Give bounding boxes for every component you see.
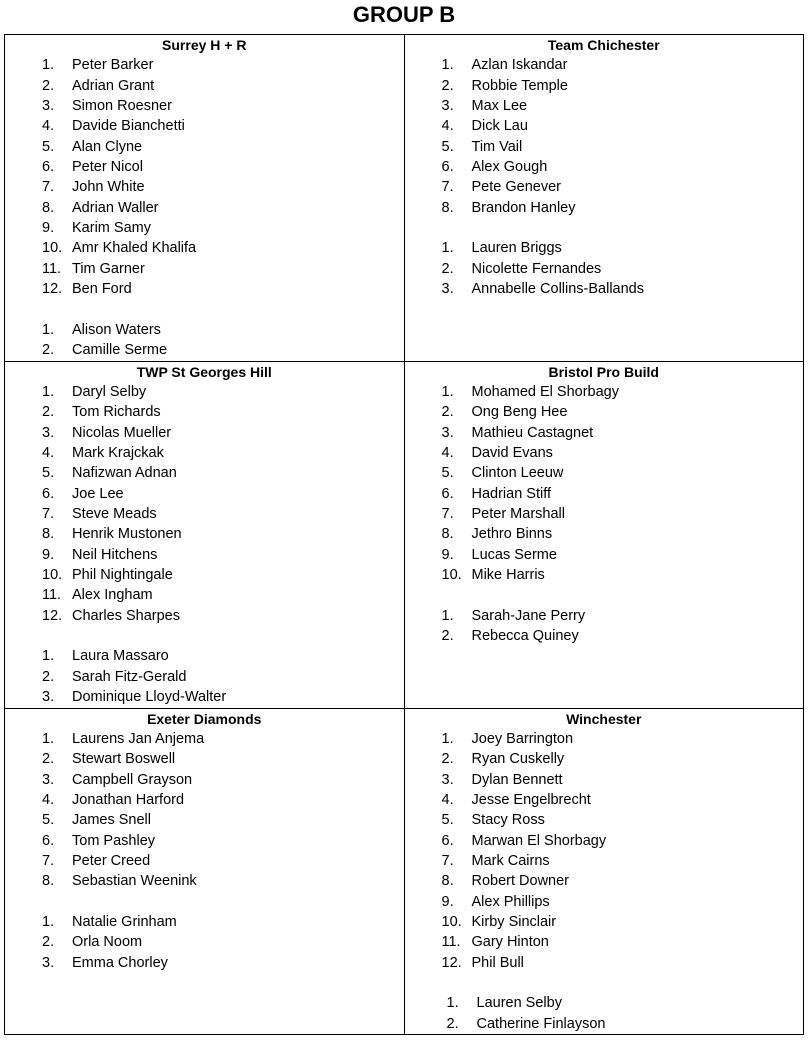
women-player-list bbox=[405, 993, 804, 1034]
player-name: Simon Roesner bbox=[72, 98, 172, 115]
player-item bbox=[5, 382, 404, 402]
player-rank: 2. bbox=[446, 1015, 459, 1032]
player-item bbox=[5, 932, 404, 952]
page-title: GROUP B bbox=[352, 2, 456, 27]
player-name: Alex Gough bbox=[471, 159, 548, 176]
player-name: Rebecca Quiney bbox=[471, 628, 579, 645]
player-rank: 4. bbox=[441, 118, 454, 135]
player-rank: 1. bbox=[42, 730, 55, 747]
player-name: Peter Creed bbox=[72, 853, 151, 869]
player-item bbox=[405, 770, 804, 790]
player-rank: 1. bbox=[42, 383, 55, 400]
player-rank: 7. bbox=[441, 506, 454, 522]
player-rank: 7. bbox=[42, 179, 55, 196]
player-name: Nicolette Fernandes bbox=[471, 260, 602, 277]
women-player-list bbox=[5, 646, 404, 707]
player-item bbox=[5, 790, 404, 810]
player-rank: 1. bbox=[42, 57, 55, 74]
team-name: Exeter Diamonds bbox=[147, 710, 262, 727]
women-player-list bbox=[405, 606, 804, 647]
men-player-list bbox=[5, 729, 404, 892]
player-item bbox=[405, 790, 804, 810]
player-rank: 2. bbox=[42, 77, 55, 94]
player-rank: 3. bbox=[441, 424, 454, 441]
player-name: Pete Genever bbox=[471, 179, 561, 196]
team-cell bbox=[404, 361, 804, 708]
player-name: Tom Richards bbox=[72, 404, 161, 421]
player-rank: 4. bbox=[42, 118, 55, 135]
player-item bbox=[405, 565, 804, 585]
player-item bbox=[405, 157, 804, 177]
player-name: Mathieu Castagnet bbox=[471, 424, 594, 441]
player-name: Peter Barker bbox=[72, 57, 154, 74]
player-rank: 2. bbox=[42, 342, 55, 359]
player-rank: 8. bbox=[42, 526, 55, 543]
player-name: Alex Phillips bbox=[471, 893, 550, 910]
player-item bbox=[5, 545, 404, 565]
player-name: Ryan Cuskelly bbox=[471, 751, 565, 768]
player-item bbox=[5, 851, 404, 871]
player-name: Catherine Finlayson bbox=[476, 1015, 606, 1032]
player-item bbox=[405, 96, 804, 116]
player-name: Dick Lau bbox=[471, 118, 528, 135]
player-name: Nicolas Mueller bbox=[72, 424, 172, 441]
player-item bbox=[405, 484, 804, 504]
player-item bbox=[405, 423, 804, 443]
player-item bbox=[5, 770, 404, 790]
player-name: Robert Downer bbox=[471, 873, 570, 890]
player-name: Tim Vail bbox=[471, 138, 523, 155]
player-name: Sebastian Weenink bbox=[72, 873, 197, 890]
men-player-list bbox=[405, 729, 804, 973]
men-player-list bbox=[405, 55, 804, 218]
player-rank: 5. bbox=[441, 138, 454, 155]
player-rank: 4. bbox=[441, 791, 454, 808]
player-rank: 1. bbox=[441, 57, 454, 74]
player-rank: 3. bbox=[42, 954, 55, 971]
player-name: Davide Bianchetti bbox=[72, 118, 185, 135]
player-rank: 2. bbox=[441, 404, 454, 421]
player-rank: 12. bbox=[441, 954, 462, 971]
list-spacer bbox=[405, 973, 804, 993]
player-name: Mike Harris bbox=[471, 567, 545, 584]
player-rank: 2. bbox=[441, 628, 454, 645]
player-item bbox=[5, 423, 404, 443]
player-name: Alex Ingham bbox=[72, 587, 153, 604]
list-spacer bbox=[5, 626, 404, 646]
player-name: Alison Waters bbox=[72, 321, 161, 338]
player-item bbox=[405, 851, 804, 871]
player-rank: 1. bbox=[441, 607, 454, 624]
player-name: Azlan Iskandar bbox=[471, 57, 568, 74]
player-item bbox=[405, 524, 804, 544]
player-item bbox=[405, 504, 804, 524]
player-name: Clinton Leeuw bbox=[471, 465, 564, 482]
player-name: Lauren Briggs bbox=[471, 240, 562, 257]
player-rank: 12. bbox=[42, 281, 63, 298]
team-cell bbox=[5, 708, 405, 1035]
player-name: Orla Noom bbox=[72, 934, 143, 951]
player-rank: 11. bbox=[42, 260, 62, 277]
player-name: Adrian Waller bbox=[72, 199, 159, 216]
player-rank: 9. bbox=[42, 220, 55, 237]
player-name: Hadrian Stiff bbox=[471, 485, 552, 502]
list-spacer bbox=[405, 218, 804, 238]
player-name: Lauren Selby bbox=[476, 995, 562, 1012]
player-name: Mohamed El Shorbagy bbox=[471, 383, 619, 400]
player-rank: 2. bbox=[42, 934, 55, 951]
player-name: Charles Sharpes bbox=[72, 607, 180, 624]
player-name: Tim Garner bbox=[72, 260, 145, 277]
player-item bbox=[405, 198, 804, 218]
player-item bbox=[5, 443, 404, 463]
player-rank: 6. bbox=[441, 159, 454, 176]
player-name: Daryl Selby bbox=[72, 383, 147, 400]
player-rank: 10. bbox=[42, 240, 63, 257]
player-name: Amr Khaled Khalifa bbox=[72, 240, 197, 257]
team-cell bbox=[5, 361, 405, 708]
player-item bbox=[405, 279, 804, 299]
player-item bbox=[405, 116, 804, 136]
player-item bbox=[5, 687, 404, 707]
player-item bbox=[5, 76, 404, 96]
player-item bbox=[5, 810, 404, 830]
player-name: Brandon Hanley bbox=[471, 199, 576, 216]
player-item bbox=[405, 55, 804, 75]
player-name: Karim Samy bbox=[72, 220, 151, 237]
player-rank: 2. bbox=[441, 260, 454, 277]
player-name: David Evans bbox=[471, 444, 553, 461]
player-item bbox=[405, 953, 804, 973]
player-rank: 7. bbox=[42, 506, 55, 522]
player-item bbox=[405, 382, 804, 402]
player-item bbox=[5, 137, 404, 157]
player-item bbox=[405, 749, 804, 769]
player-rank: 1. bbox=[42, 321, 55, 338]
player-name: James Snell bbox=[72, 812, 151, 829]
team-name: Bristol Pro Build bbox=[548, 363, 659, 380]
player-item bbox=[405, 137, 804, 157]
player-rank: 11. bbox=[42, 587, 62, 604]
player-item bbox=[405, 463, 804, 483]
player-rank: 9. bbox=[441, 546, 454, 563]
player-item bbox=[5, 218, 404, 238]
player-name: Neil Hitchens bbox=[72, 546, 158, 563]
team-cell bbox=[404, 35, 804, 362]
player-name: Kirby Sinclair bbox=[471, 914, 557, 931]
player-item bbox=[405, 1014, 804, 1034]
player-rank: 1. bbox=[441, 730, 454, 747]
player-name: Mark Krajckak bbox=[72, 444, 164, 461]
player-name: Stacy Ross bbox=[471, 812, 545, 829]
player-item bbox=[5, 912, 404, 932]
player-name: Adrian Grant bbox=[72, 77, 155, 94]
player-name: Phil Bull bbox=[471, 954, 524, 971]
player-rank: 3. bbox=[42, 689, 55, 706]
men-player-list bbox=[5, 382, 404, 626]
men-player-list bbox=[405, 382, 804, 585]
player-item bbox=[5, 177, 404, 197]
player-item bbox=[5, 259, 404, 279]
player-name: Mark Cairns bbox=[471, 853, 550, 869]
player-name: Alan Clyne bbox=[72, 138, 143, 155]
player-rank: 1. bbox=[441, 240, 454, 257]
player-item bbox=[5, 96, 404, 116]
player-rank: 10. bbox=[441, 567, 462, 584]
player-name: Joe Lee bbox=[72, 485, 124, 502]
player-item bbox=[405, 626, 804, 646]
player-rank: 7. bbox=[441, 853, 454, 869]
player-item bbox=[405, 912, 804, 932]
player-name: Robbie Temple bbox=[471, 77, 568, 94]
player-name: Natalie Grinham bbox=[72, 914, 177, 931]
player-rank: 5. bbox=[42, 138, 55, 155]
player-rank: 10. bbox=[42, 567, 63, 584]
player-rank: 2. bbox=[441, 77, 454, 94]
player-item bbox=[405, 871, 804, 891]
player-item bbox=[5, 157, 404, 177]
player-rank: 5. bbox=[42, 812, 55, 829]
player-item bbox=[5, 953, 404, 973]
player-item bbox=[405, 892, 804, 912]
team-name: Surrey H + R bbox=[162, 37, 247, 53]
player-name: Henrik Mustonen bbox=[72, 526, 182, 543]
player-rank: 12. bbox=[42, 607, 63, 624]
player-name: Campbell Grayson bbox=[72, 771, 193, 788]
player-rank: 2. bbox=[42, 668, 55, 685]
player-rank: 1. bbox=[42, 914, 55, 931]
player-item bbox=[405, 402, 804, 422]
player-rank: 5. bbox=[42, 465, 55, 482]
player-name: Jonathan Harford bbox=[72, 791, 185, 808]
player-rank: 3. bbox=[441, 98, 454, 115]
player-rank: 2. bbox=[441, 751, 454, 768]
player-name: Annabelle Collins-Ballands bbox=[471, 281, 644, 298]
player-rank: 8. bbox=[42, 873, 55, 890]
player-rank: 3. bbox=[42, 771, 55, 788]
player-item bbox=[405, 76, 804, 96]
team-cell bbox=[5, 35, 405, 362]
team-cell bbox=[404, 708, 804, 1035]
player-item bbox=[5, 585, 404, 605]
player-rank: 4. bbox=[42, 791, 55, 808]
player-rank: 2. bbox=[42, 404, 55, 421]
player-name: Steve Meads bbox=[72, 506, 157, 522]
player-name: Sarah Fitz-Gerald bbox=[72, 668, 187, 685]
player-name: Camille Serme bbox=[72, 342, 168, 359]
team-name: Team Chichester bbox=[547, 37, 660, 53]
player-item bbox=[405, 259, 804, 279]
men-player-list bbox=[5, 55, 404, 299]
player-name: Jethro Binns bbox=[471, 526, 553, 543]
player-item bbox=[5, 729, 404, 749]
women-player-list bbox=[5, 320, 404, 361]
player-name: Laurens Jan Anjema bbox=[72, 730, 205, 747]
player-item bbox=[5, 279, 404, 299]
player-name: Peter Nicol bbox=[72, 159, 143, 176]
player-item bbox=[5, 402, 404, 422]
player-rank: 3. bbox=[441, 281, 454, 298]
player-item bbox=[405, 177, 804, 197]
player-name: Joey Barrington bbox=[471, 730, 574, 747]
player-item bbox=[405, 729, 804, 749]
player-item bbox=[5, 749, 404, 769]
women-player-list bbox=[5, 912, 404, 973]
player-rank: 3. bbox=[42, 424, 55, 441]
player-rank: 8. bbox=[441, 873, 454, 890]
player-name: Peter Marshall bbox=[471, 506, 565, 522]
team-name: TWP St Georges Hill bbox=[136, 363, 272, 380]
player-rank: 7. bbox=[42, 853, 55, 869]
player-rank: 4. bbox=[42, 444, 55, 461]
player-name: Tom Pashley bbox=[72, 832, 156, 849]
player-rank: 6. bbox=[42, 832, 55, 849]
list-spacer bbox=[405, 585, 804, 605]
player-name: Lucas Serme bbox=[471, 546, 557, 563]
player-item bbox=[5, 504, 404, 524]
player-item bbox=[5, 55, 404, 75]
player-rank: 4. bbox=[441, 444, 454, 461]
player-name: Ong Beng Hee bbox=[471, 404, 568, 421]
player-name: Gary Hinton bbox=[471, 934, 549, 951]
player-name: Laura Massaro bbox=[72, 648, 169, 665]
player-item bbox=[5, 238, 404, 258]
player-item bbox=[5, 524, 404, 544]
player-rank: 8. bbox=[42, 199, 55, 216]
player-rank: 6. bbox=[42, 159, 55, 176]
player-item bbox=[405, 545, 804, 565]
player-name: Marwan El Shorbagy bbox=[471, 832, 607, 849]
player-item bbox=[5, 871, 404, 891]
player-rank: 6. bbox=[441, 832, 454, 849]
player-rank: 6. bbox=[42, 485, 55, 502]
player-item bbox=[5, 606, 404, 626]
player-name: Max Lee bbox=[471, 98, 528, 115]
player-item bbox=[405, 831, 804, 851]
player-rank: 6. bbox=[441, 485, 454, 502]
team-name: Winchester bbox=[566, 710, 642, 727]
player-name: Jesse Engelbrecht bbox=[471, 791, 591, 808]
player-item bbox=[405, 932, 804, 952]
player-name: Emma Chorley bbox=[72, 954, 168, 971]
group-table bbox=[4, 34, 804, 1035]
player-name: Dominique Lloyd-Walter bbox=[72, 689, 227, 706]
player-item bbox=[5, 198, 404, 218]
player-item bbox=[405, 238, 804, 258]
player-item bbox=[5, 565, 404, 585]
player-rank: 7. bbox=[441, 179, 454, 196]
player-name: Ben Ford bbox=[72, 281, 132, 298]
player-rank: 5. bbox=[441, 812, 454, 829]
player-item bbox=[5, 646, 404, 666]
player-rank: 9. bbox=[42, 546, 55, 563]
player-rank: 2. bbox=[42, 751, 55, 768]
player-item bbox=[405, 606, 804, 626]
women-player-list bbox=[405, 238, 804, 299]
player-rank: 3. bbox=[441, 771, 454, 788]
player-rank: 11. bbox=[441, 934, 461, 951]
player-name: Stewart Boswell bbox=[72, 751, 176, 768]
player-name: Dylan Bennett bbox=[471, 771, 563, 788]
player-item bbox=[5, 320, 404, 340]
player-item bbox=[405, 443, 804, 463]
player-item bbox=[405, 993, 804, 1013]
list-spacer bbox=[5, 300, 404, 320]
player-item bbox=[405, 810, 804, 830]
player-rank: 8. bbox=[441, 526, 454, 543]
player-rank: 10. bbox=[441, 914, 462, 931]
player-rank: 1. bbox=[446, 995, 459, 1012]
player-item bbox=[5, 340, 404, 360]
player-name: Phil Nightingale bbox=[72, 567, 173, 584]
player-rank: 3. bbox=[42, 98, 55, 115]
player-name: Sarah-Jane Perry bbox=[471, 607, 586, 624]
player-item bbox=[5, 831, 404, 851]
player-name: Nafizwan Adnan bbox=[72, 465, 177, 482]
player-rank: 1. bbox=[441, 383, 454, 400]
player-rank: 8. bbox=[441, 199, 454, 216]
player-rank: 5. bbox=[441, 465, 454, 482]
player-item bbox=[5, 484, 404, 504]
player-item bbox=[5, 667, 404, 687]
player-rank: 9. bbox=[441, 893, 454, 910]
player-name: John White bbox=[72, 179, 145, 196]
player-rank: 1. bbox=[42, 648, 55, 665]
list-spacer bbox=[5, 892, 404, 912]
player-item bbox=[5, 463, 404, 483]
player-item bbox=[5, 116, 404, 136]
